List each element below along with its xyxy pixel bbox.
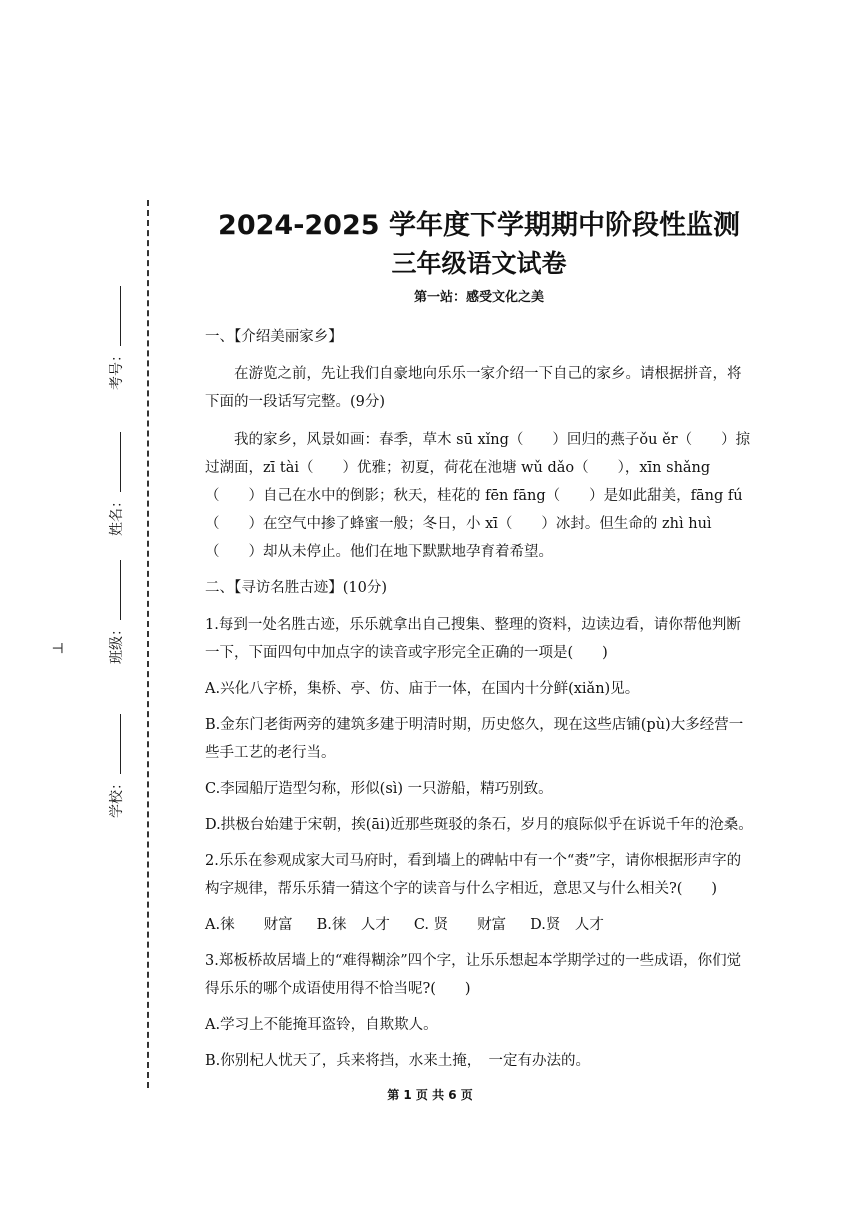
class-field (106, 604, 126, 664)
exam-no-field (106, 330, 126, 390)
exam-no-label: 考号： (109, 348, 125, 390)
school-field (106, 758, 126, 818)
question-1-option-c: C.李园船厅造型匀称，形似(sì) 一只游船，精巧别致。 (205, 781, 553, 797)
question-2-options (205, 911, 753, 939)
station-title: 第一站：感受文化之美 (413, 290, 544, 305)
question-2-option-d: D.贤 人才 (530, 917, 604, 933)
question-2-option-a: A.徕 财富 (205, 917, 293, 933)
exam-no-blank[interactable] (120, 286, 121, 346)
question-3-option-a: A.学习上不能掩耳盗铃，自欺欺人。 (205, 1017, 438, 1033)
question-2-option-c: C. 贤 财富 (413, 917, 507, 933)
exam-content (205, 195, 753, 1083)
name-label: 姓名： (109, 494, 125, 536)
question-1-option-a: A.兴化八字桥，集桥、亭、仿、庙于一体，在国内十分鲜(xiǎn)见。 (205, 681, 640, 697)
exam-title: 2024-2025 学年度下学期期中阶段性监测 (218, 210, 740, 241)
name-blank[interactable] (120, 432, 121, 492)
name-field (106, 476, 126, 536)
page-number: 第 1 页 共 6 页 (387, 1088, 473, 1102)
class-blank[interactable] (120, 560, 121, 620)
question-2: 2.乐乐在参观成家大司马府时，看到墙上的碑帖中有一个“赉”字，请你根据形声字的构字规律，帮乐乐猜一猜这个字的读音与什么字相近，意思又与什么相关?( ) (205, 853, 742, 897)
question-1: 1.每到一处名胜古迹，乐乐就拿出自己搜集、整理的资料，边读边看，请你帮他判断一下，下面四句中加点字的读音或字形完全正确的一项是( ) (205, 617, 741, 661)
binding-mark: ⊥ (50, 641, 67, 655)
section1-passage: 我的家乡，风景如画：春季，草木 sū xǐng（ ）回归的燕子ǒu ěr（ ）掠过湖面，zī tài（ ）优雅；初夏，荷花在池塘 wǔ dǎo（ ），xīn shǎng（ ）自己在水中的倒影；秋天，桂花的 fēn fāng（ ）是如此甜美，fāng fú（ ）在空气中掺了蜂蜜一般；冬日，小 xī（ ）冰封。但生命的 zhì huì（ ）却从未停止。他们在地下默默地孕育着希望。 (205, 432, 751, 560)
question-1-option-d: D.拱极台始建于宋朝，挨(āi)近那些斑驳的条石，岁月的痕际似乎在诉说千年的沧桑。 (205, 817, 753, 833)
section1-intro: 在游览之前，先让我们自豪地向乐乐一家介绍一下自己的家乡。请根据拼音，将下面的一段话写完整。(9分) (205, 366, 742, 410)
school-blank[interactable] (120, 714, 121, 774)
class-label: 班级： (109, 622, 125, 664)
question-3: 3.郑板桥故居墙上的“难得糊涂”四个字，让乐乐想起本学期学过的一些成语，你们觉得乐乐的哪个成语使用得不恰当呢?( ) (205, 953, 742, 997)
question-2-option-b: B.徕 人才 (316, 917, 390, 933)
question-3-option-b: B.你别杞人忧天了，兵来将挡，水来土掩， 一定有办法的。 (205, 1053, 591, 1069)
school-label: 学校： (109, 776, 125, 818)
binding-dashed-line (147, 200, 149, 1088)
section2-heading: 二、【寻访名胜古迹】(10分) (205, 580, 388, 596)
exam-subtitle: 三年级语文试卷 (391, 249, 567, 278)
question-1-option-b: B.金东门老街两旁的建筑多建于明清时期，历史悠久，现在这些店铺(pù)大多经营一些手工艺的老行当。 (205, 717, 744, 761)
section1-heading: 一、【介绍美丽家乡】 (205, 329, 343, 345)
